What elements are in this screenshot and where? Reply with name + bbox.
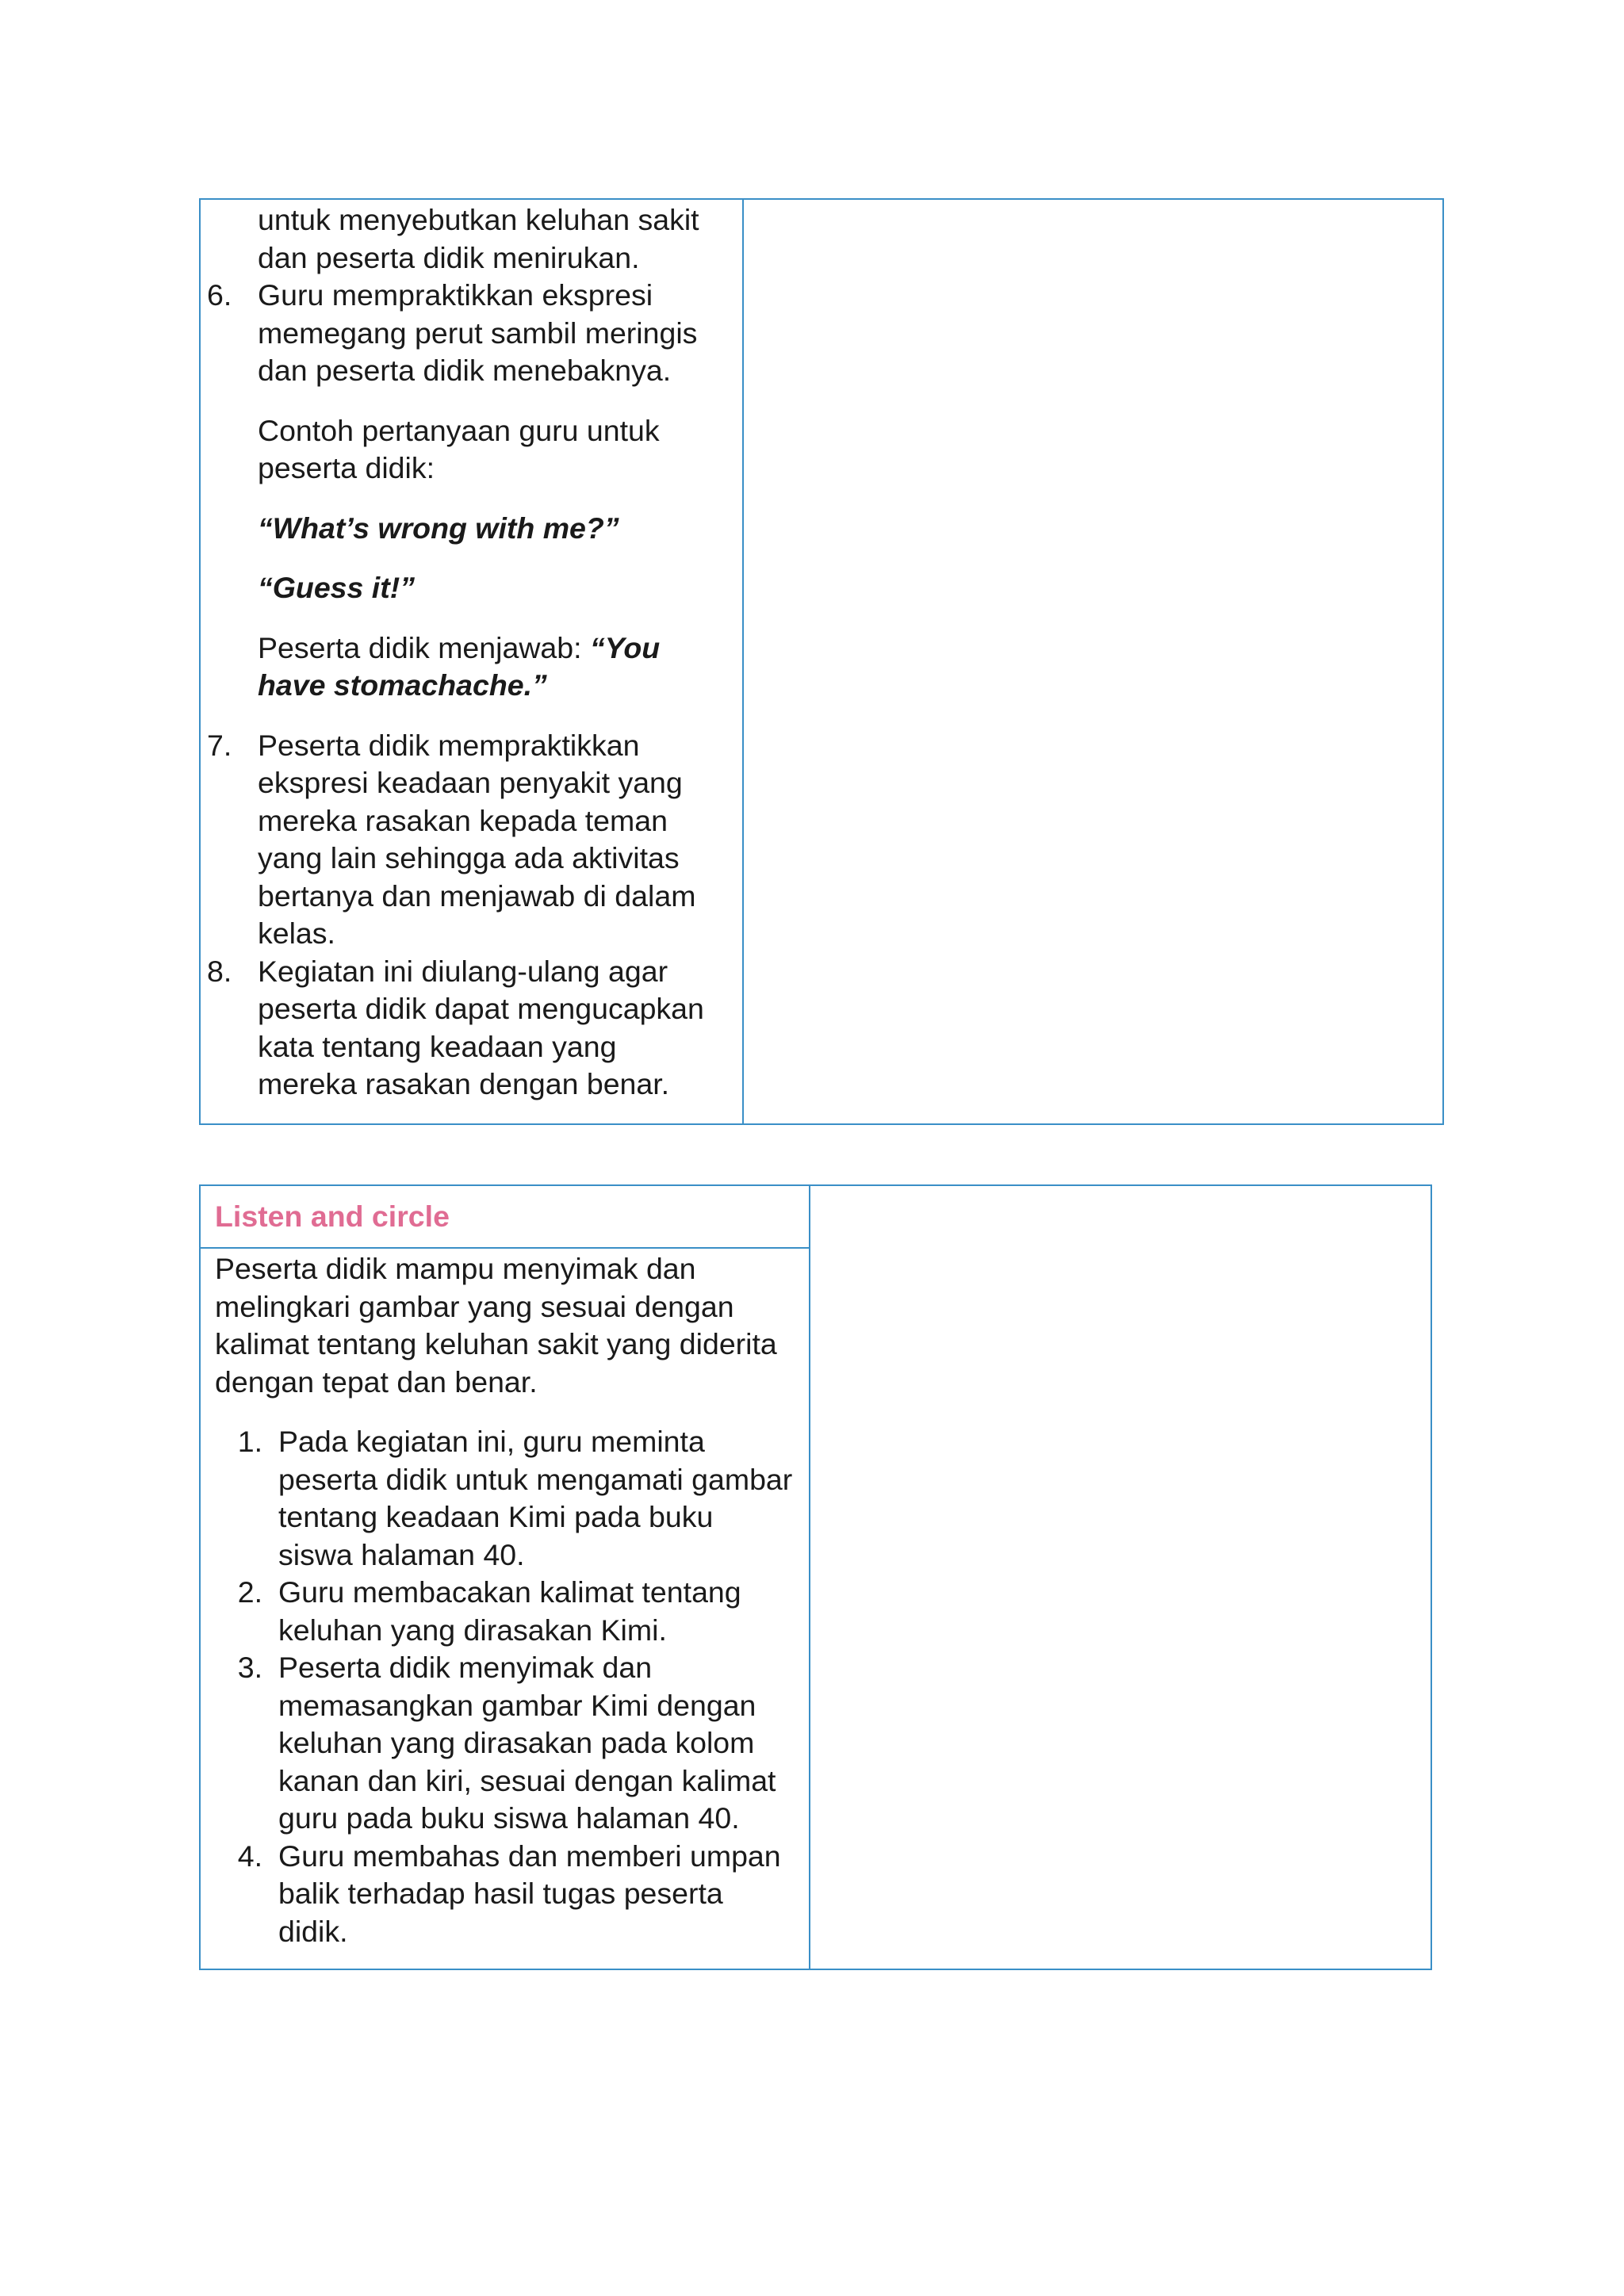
- example-question-2: “Guess it!”: [258, 571, 415, 604]
- list-item-6: [207, 277, 720, 390]
- list-item-7: [207, 727, 720, 953]
- list-item: [215, 1649, 795, 1838]
- steps-list: [215, 1423, 795, 1950]
- activity-table-2: [199, 1184, 1432, 1970]
- example-question-1: “What’s wrong with me?”: [258, 511, 619, 545]
- list-item-text: Guru membahas dan memberi umpan balik terhadap hasil tugas peserta didik.: [278, 1839, 781, 1948]
- learning-objective: Peserta didik mampu menyimak dan melingkari gambar yang sesuai dengan kalimat tentang keluhan sakit yang diderita dengan tepat dan benar.: [215, 1252, 777, 1399]
- activity-table-1: [199, 198, 1444, 1125]
- list-number: 7.: [207, 728, 232, 762]
- list-number: 6.: [207, 278, 232, 312]
- list-item-text: Guru mempraktikkan ekspresi memegang perut sambil meringis dan peserta didik menebaknya.: [258, 278, 698, 387]
- continuation-text: untuk menyebutkan keluhan sakit dan peserta didik menirukan.: [258, 203, 699, 274]
- table-1-left-cell: [201, 200, 742, 1104]
- list-number: 2.: [237, 1575, 262, 1609]
- list-item-8: [207, 953, 720, 1104]
- table-2-right-cell: [810, 1186, 1431, 1969]
- table-2-header-cell: [201, 1186, 809, 1247]
- answer-prefix: Peserta didik menjawab:: [258, 630, 582, 664]
- list-item-text: Peserta didik mempraktikkan ekspresi keadaan penyakit yang mereka rasakan kepada teman yang lain sehingga ada aktivitas bertanya dan menjawab di dalam kelas.: [258, 728, 696, 950]
- example-answer: [207, 629, 720, 705]
- list-number: 3.: [237, 1651, 262, 1684]
- list-item: [215, 1574, 795, 1649]
- list-item-text: Peserta didik menyimak dan memasangkan gambar Kimi dengan keluhan yang dirasakan pada kolom kanan dan kiri, sesuai dengan kalimat guru pada buku siswa halaman 40.: [278, 1651, 776, 1835]
- list-item-text: Guru membacakan kalimat tentang keluhan yang dirasakan Kimi.: [278, 1575, 741, 1647]
- example-intro: Contoh pertanyaan guru untuk peserta didik:: [258, 413, 660, 484]
- list-item: [215, 1423, 795, 1574]
- table-2-body-cell: [201, 1249, 809, 1950]
- section-heading: Listen and circle: [215, 1199, 450, 1233]
- list-item-text: Kegiatan ini diulang-ulang agar peserta didik dapat mengucapkan kata tentang keadaan yang mereka rasakan dengan benar.: [258, 954, 704, 1100]
- list-item-text: Pada kegiatan ini, guru meminta peserta didik untuk mengamati gambar tentang keadaan Kimi pada buku siswa halaman 40.: [278, 1425, 793, 1571]
- list-number: 1.: [237, 1425, 262, 1458]
- list-item: [215, 1838, 795, 1951]
- list-number: 4.: [237, 1839, 262, 1873]
- table-1-right-cell: [744, 200, 1442, 1123]
- answer-quote: “You have stomachache.”: [258, 630, 661, 702]
- list-number: 8.: [207, 954, 232, 988]
